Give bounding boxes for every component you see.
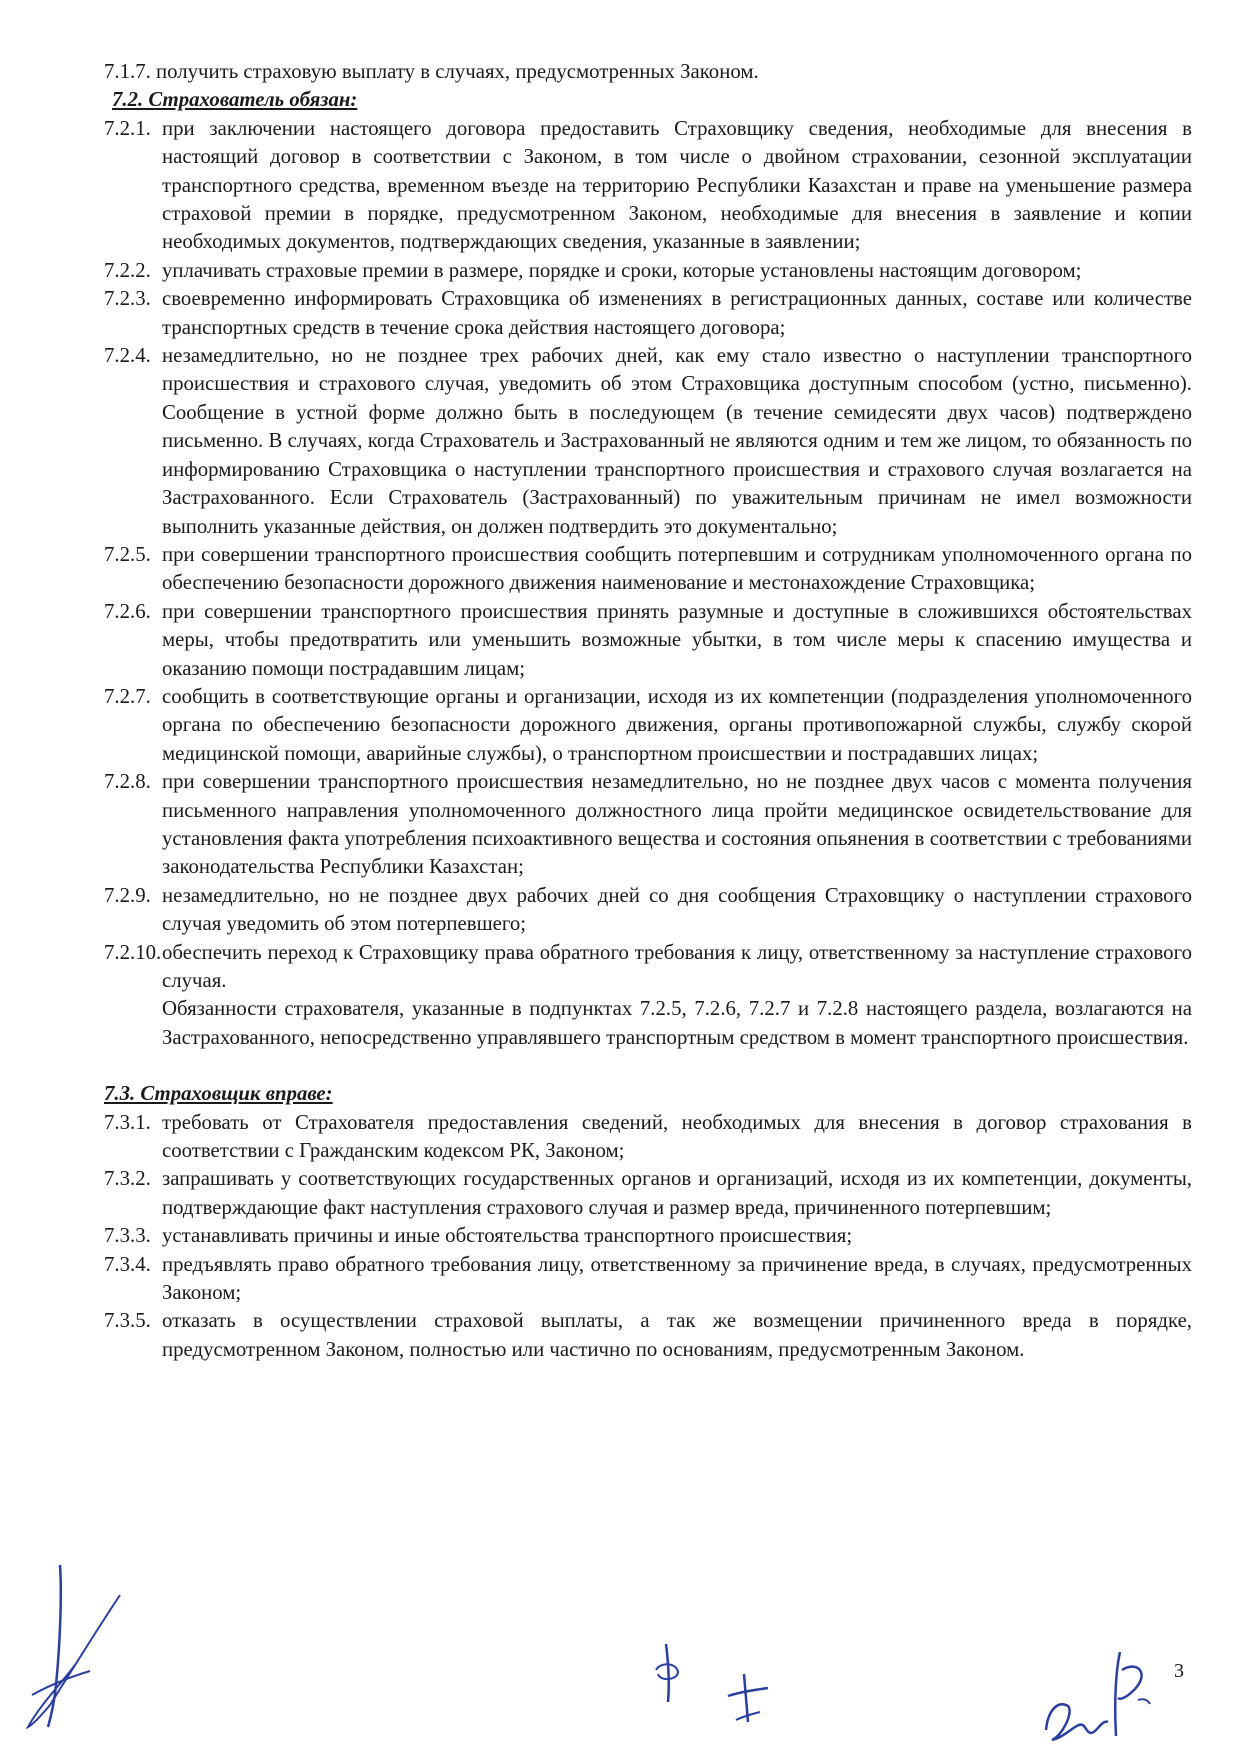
clause-text: предъявлять право обратного требования лицу, ответственному за причинение вреда, в случаях, предусмотренных Законом; [162, 1252, 1192, 1305]
initials-mark-1 [648, 1640, 688, 1710]
page-number: 3 [1174, 1660, 1184, 1682]
clause-number: 7.3.2. [104, 1167, 151, 1191]
section-heading-7-3: 7.3. Страховщик вправе: [104, 1082, 333, 1106]
clause-7-2-4 [104, 342, 1192, 541]
clause-number: 7.3.4. [104, 1252, 151, 1276]
note-7-2: Обязанности страхователя, указанные в подпунктах 7.2.5, 7.2.6, 7.2.7 и 7.2.8 настоящего раздела, возлагаются на Застрахованного, непосредственно управлявшего транспортным средством в момент транспортного происшествия. [162, 997, 1192, 1049]
clause-text: уплачивать страховые премии в размере, порядке и сроки, которые установлены настоящим договором; [162, 258, 1082, 282]
clause-number: 7.2.7. [104, 684, 151, 708]
initials-mark-2 [722, 1668, 772, 1728]
document-body [104, 58, 1192, 1364]
section-spacer [104, 1052, 1192, 1080]
clause-number: 7.2.3. [104, 287, 151, 311]
clause-number: 7.2.1. [104, 116, 151, 140]
clause-7-3-2 [104, 1165, 1192, 1222]
clause-number: 7.2.9. [104, 883, 151, 907]
clause-number: 7.2.10. [104, 940, 162, 964]
clause-number: 7.2.2. [104, 258, 151, 282]
clause-7-2-3 [104, 285, 1192, 342]
clause-7-2-2 [104, 257, 1192, 285]
clause-text: при заключении настоящего договора предоставить Страховщику сведения, необходимые для внесения в настоящий договор в соответствии с Законом, в том числе о двойном страховании, сезонной эксплуатации транспортного средства, временном въезде на территорию Республики Казахстан и праве на уменьшение размера страховой премии в порядке, предусмотренном Законом, необходимые для внесения в заявление и копии необходимых документов, подтверждающих сведения, указанные в заявлении; [162, 116, 1192, 254]
clause-7-3-4 [104, 1251, 1192, 1308]
clause-7-2-9 [104, 882, 1192, 939]
clause-7-2-1 [104, 115, 1192, 257]
clause-7-2-6 [104, 598, 1192, 683]
clause-number: 7.2.4. [104, 344, 151, 368]
clause-number: 7.3.3. [104, 1224, 151, 1248]
clause-number: 7.3.5. [104, 1309, 151, 1333]
clause-text: незамедлительно, но не позднее трех рабочих дней, как ему стало известно о наступлении транспортного происшествия и страхового случая, уведомить об этом Страховщика доступным способом (устно, письменно). Сообщение в устной форме должно быть в последующем (в течение семидесяти двух часов) подтверждено письменно. В случаях, когда Страхователь и Застрахованный не являются одним и тем же лицом, то обязанность по информированию Страховщика о наступлении транспортного происшествия и страхового случая возлагается на Застрахованного. Если Страхователь (Застрахованный) по уважительным причинам не имел возможности выполнить указанные действия, он должен подтвердить это документально; [162, 344, 1192, 538]
section-heading-7-2: 7.2. Страхователь обязан: [112, 88, 358, 112]
clause-text: обеспечить переход к Страховщику права обратного требования к лицу, ответственному за наступление страхового случая. [162, 940, 1192, 992]
clause-text: при совершении транспортного происшествия сообщить потерпевшим и сотрудникам уполномоченного органа по обеспечению безопасности дорожного движения наименование и местонахождение Страховщика; [162, 542, 1192, 595]
clause-text: незамедлительно, но не позднее двух рабочих дней со дня сообщения Страховщику о наступлении страхового случая уведомить об этом потерпевшего; [162, 883, 1192, 936]
clause-text: запрашивать у соответствующих государственных органов и организаций, исходя из их компетенции, документы, подтверждающие факт наступления страхового случая и размер вреда, причиненного потерпевшим; [162, 1167, 1192, 1219]
clause-text: при совершении транспортного происшествия принять разумные и доступные в сложившихся обстоятельствах меры, чтобы предотвратить или уменьшить возможные убытки, в том числе меры к спасению имущества и оказанию помощи пострадавшим лицам; [162, 599, 1192, 680]
clause-text: при совершении транспортного происшествия незамедлительно, но не позднее двух часов с момента получения письменного направления уполномоченного должностного лица пройти медицинское освидетельствование для установления факта употребления психоактивного вещества и состояния опьянения в соответствии с требованиями законодательства Республики Казахстан; [162, 770, 1192, 879]
clause-text: получить страховую выплату в случаях, предусмотренных Законом. [156, 60, 759, 83]
clause-number: 7.3.1. [104, 1110, 151, 1134]
clause-7-1-7 [104, 58, 1192, 86]
signature-left [20, 1555, 130, 1735]
clause-7-3-1 [104, 1109, 1192, 1166]
clause-text: отказать в осуществлении страховой выплаты, а так же возмещении причиненного вреда в порядке, предусмотренном Законом, полностью или частично по основаниям, предусмотренным Законом. [162, 1309, 1192, 1361]
clause-7-2-10 [104, 939, 1192, 996]
clause-text: требовать от Страхователя предоставления сведений, необходимых для внесения в договор страхования в соответствии с Гражданским кодексом РК, Законом; [162, 1110, 1192, 1163]
clause-number: 7.2.8. [104, 770, 151, 794]
clause-text: своевременно информировать Страховщика об изменениях в регистрационных данных, составе или количестве транспортных средств в течение срока действия настоящего договора; [162, 287, 1192, 339]
clause-number: 7.1.7. [104, 60, 151, 83]
clause-7-2-7 [104, 683, 1192, 768]
clause-text: устанавливать причины и иные обстоятельства транспортного происшествия; [162, 1224, 853, 1248]
clause-7-3-5 [104, 1307, 1192, 1364]
clause-number: 7.2.6. [104, 599, 151, 623]
signature-right [1038, 1640, 1178, 1752]
clause-7-3-3 [104, 1222, 1192, 1250]
clause-7-2-5 [104, 541, 1192, 598]
clause-7-2-8 [104, 768, 1192, 882]
clause-text: сообщить в соответствующие органы и организации, исходя из их компетенции (подразделения уполномоченного органа по обеспечению безопасности дорожного движения, органы противопожарной службы, службу скорой медицинской помощи, аварийные службы), о транспортном происшествии и пострадавших лицах; [162, 684, 1192, 765]
clause-number: 7.2.5. [104, 542, 151, 566]
